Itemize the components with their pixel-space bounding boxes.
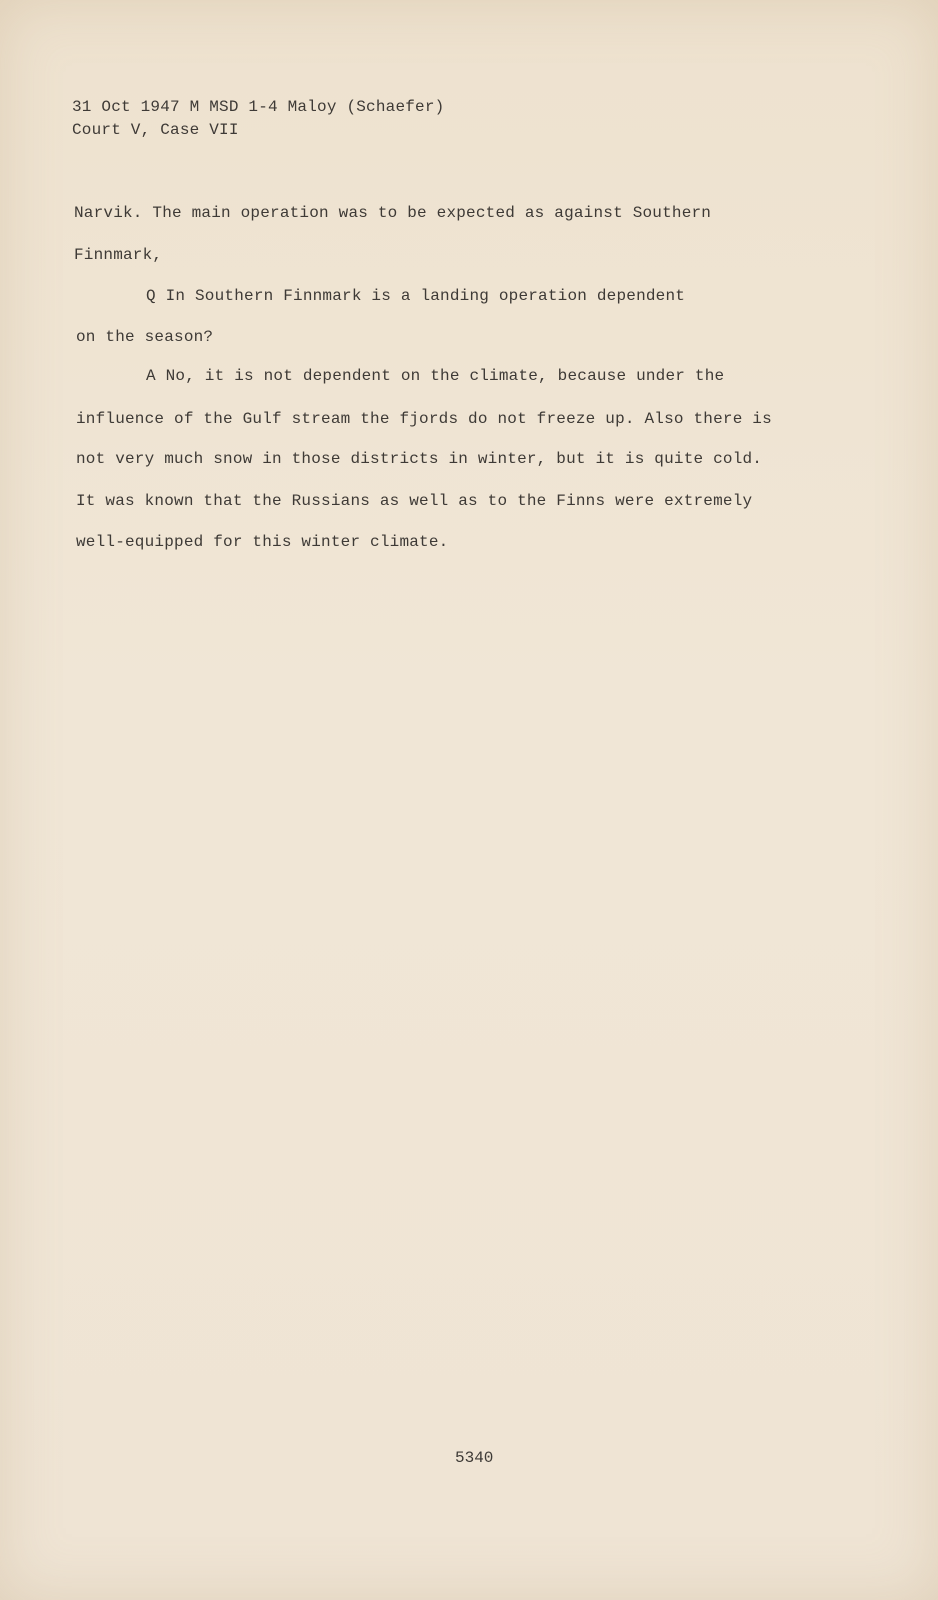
transcript-line: It was known that the Russians as well as to the Finns were extremely	[76, 492, 753, 510]
transcript-line: Finnmark,	[74, 246, 163, 264]
transcript-line: well-equipped for this winter climate.	[76, 533, 449, 551]
transcript-line: Q In Southern Finnmark is a landing operation dependent	[146, 287, 686, 305]
transcript-line: influence of the Gulf stream the fjords do not freeze up. Also there is	[76, 410, 772, 428]
transcript-line: on the season?	[76, 328, 214, 346]
transcript-line: Narvik. The main operation was to be expected as against Southern	[74, 204, 712, 222]
header-date-line: 31 Oct 1947 M MSD 1-4 Maloy (Schaefer)	[72, 98, 445, 116]
page-number: 5340	[455, 1449, 494, 1467]
header-court-line: Court V, Case VII	[72, 121, 239, 139]
transcript-line: A No, it is not dependent on the climate, because under the	[146, 367, 725, 385]
transcript-line: not very much snow in those districts in winter, but it is quite cold.	[76, 450, 763, 468]
